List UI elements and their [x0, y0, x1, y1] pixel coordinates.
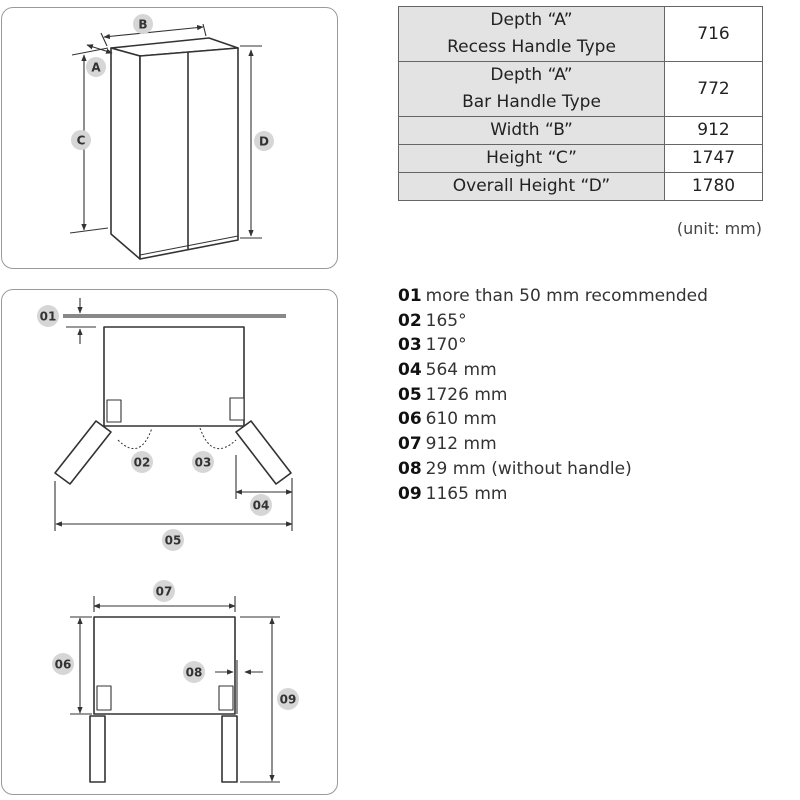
badge-c: [71, 130, 91, 150]
list-item: [398, 309, 708, 334]
fridge-top-view-open: [55, 327, 291, 484]
legend-text: 1165 mm: [425, 483, 508, 504]
legend-number: 05: [398, 384, 422, 405]
badge-07: [153, 580, 175, 602]
badge-05: [162, 529, 184, 551]
row-label-line2: Bar Handle Type: [462, 92, 601, 112]
badge-09: [277, 688, 299, 710]
row-label-line1: Depth “A”: [490, 65, 573, 85]
badge-d: [254, 131, 274, 151]
table-value-cell: 1747: [665, 145, 763, 173]
legend-text: 170°: [425, 335, 467, 356]
badge-04: [250, 494, 272, 516]
svg-text:09: 09: [279, 692, 297, 707]
svg-text:B: B: [138, 17, 148, 32]
table-label-cell: Width “B”: [399, 117, 665, 145]
list-item: [398, 358, 708, 383]
legend-text: 912 mm: [425, 434, 497, 455]
row-label-line2: Recess Handle Type: [447, 37, 616, 57]
legend-text: 1726 mm: [425, 384, 508, 405]
table-value-cell: 912: [665, 117, 763, 145]
table-value-cell: 772: [665, 62, 763, 117]
dimensions-table: [398, 6, 763, 201]
svg-text:08: 08: [185, 665, 203, 680]
svg-text:D: D: [259, 134, 269, 149]
fridge-sketch: [111, 38, 238, 259]
legend-text: 29 mm (without handle): [425, 458, 632, 479]
legend-number: 08: [398, 458, 422, 479]
legend-text: more than 50 mm recommended: [425, 286, 708, 306]
legend-text: 165°: [425, 310, 467, 331]
table-label-cell: Overall Height “D”: [399, 173, 665, 201]
table-row: [399, 145, 763, 173]
legend-number: 01: [398, 286, 422, 306]
table-label-cell: [399, 62, 665, 117]
legend-number: 02: [398, 310, 422, 331]
svg-text:03: 03: [194, 455, 212, 470]
legend-number: 09: [398, 483, 422, 504]
list-item: [398, 284, 708, 309]
row-label-line1: Depth “A”: [490, 10, 573, 30]
swing-arcs: [118, 428, 236, 449]
badge-08: [183, 661, 205, 683]
unit-note: (unit: mm): [676, 219, 762, 238]
legend-text: 610 mm: [425, 409, 497, 430]
legend-number: 04: [398, 360, 422, 381]
badge-06: [52, 653, 74, 675]
table-row: [399, 173, 763, 201]
badge-01: [37, 305, 59, 327]
svg-text:C: C: [76, 133, 86, 148]
table-label-cell: Height “C”: [399, 145, 665, 173]
table-row: [399, 7, 763, 62]
svg-text:01: 01: [39, 309, 57, 324]
list-item: [398, 407, 708, 432]
fridge-top-view-90: [90, 617, 237, 782]
gap-arrows: [66, 298, 96, 344]
badge-b: [133, 14, 153, 34]
list-item: [398, 482, 708, 507]
list-item: [398, 383, 708, 408]
badge-a: [86, 57, 106, 77]
table-label-cell: [399, 7, 665, 62]
table-row: [399, 117, 763, 145]
badge-03: [192, 451, 214, 473]
list-item: [398, 457, 708, 482]
svg-text:04: 04: [252, 498, 270, 513]
badge-02: [131, 451, 153, 473]
legend-number: 07: [398, 434, 422, 455]
clearance-dimensions: [55, 455, 292, 531]
svg-text:05: 05: [164, 533, 182, 548]
svg-text:02: 02: [133, 455, 151, 470]
list-item: [398, 432, 708, 457]
table-row: [399, 62, 763, 117]
svg-text:06: 06: [54, 657, 72, 672]
legend-number: 06: [398, 409, 422, 430]
list-item: [398, 333, 708, 358]
legend-text: 564 mm: [425, 360, 497, 381]
clearance-legend: [398, 284, 708, 506]
table-value-cell: 716: [665, 7, 763, 62]
svg-text:07: 07: [155, 584, 173, 599]
table-value-cell: 1780: [665, 173, 763, 201]
svg-text:A: A: [91, 60, 101, 75]
legend-number: 03: [398, 335, 422, 356]
